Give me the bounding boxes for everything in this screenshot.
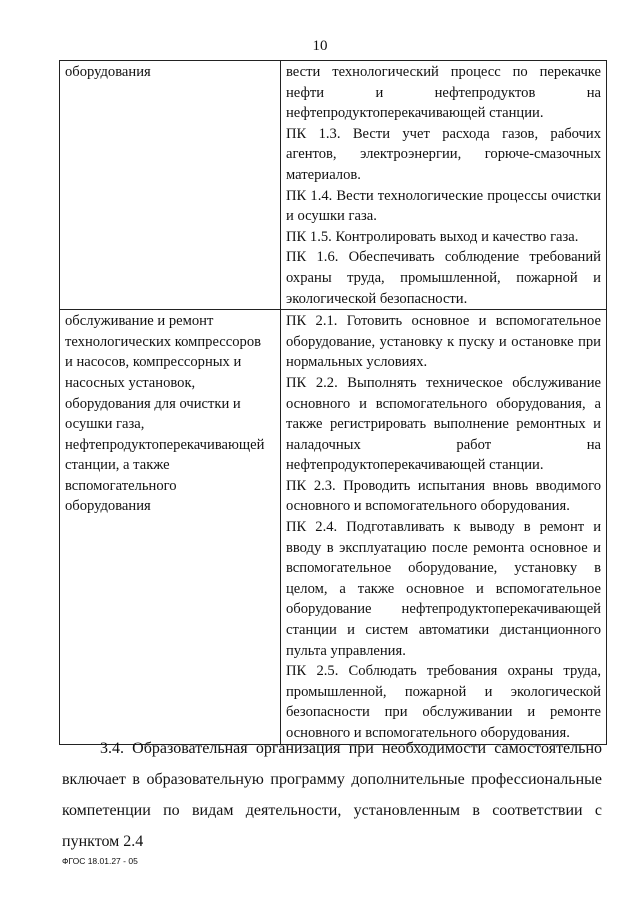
table-row	[60, 310, 607, 744]
table-row	[60, 61, 607, 310]
activity-line: и насосов, компрессорных и	[65, 354, 242, 371]
competency-paragraph: ПК 2.3. Проводить испытания вновь вводимого основного и вспомогательного оборудования.	[286, 477, 601, 515]
activity-line: осушки газа,	[65, 416, 145, 433]
activity-line: станции, а также	[65, 457, 170, 474]
competency-cell	[281, 310, 607, 744]
competency-paragraph: ПК 1.6. Обеспечивать соблюдение требований охраны труда, промышленной, пожарной и экологической безопасности.	[286, 249, 601, 307]
competency-paragraph: ПК 2.5. Соблюдать требования охраны труда, промышленной, пожарной и экологической безопасности при обслуживании и ремонте основного и вспомогательного оборудования.	[286, 663, 601, 741]
competency-paragraph: ПК 2.1. Готовить основное и вспомогательное оборудование, установку к пуску и остановке при нормальных условиях.	[286, 313, 601, 371]
body-paragraph: 3.4. Образовательная организация при необходимости самостоятельно включает в образовательную программу дополнительные профессиональные компетенции по видам деятельности, установленным в соответствии с пунктом 2.4	[62, 740, 602, 850]
competency-paragraph: ПК 2.4. Подготавливать к выводу в ремонт и вводу в эксплуатацию после ремонта основное и вспомогательное оборудование, установку в целом, а также основное и вспомогательное оборудование нефтепродуктоперекачивающей станции и систем автоматики дистанционного пульта управления.	[286, 519, 601, 659]
activity-cell	[60, 310, 281, 744]
activity-line: нефтепродуктоперекачивающей	[65, 436, 265, 453]
activity-line: вспомогательного	[65, 477, 177, 494]
activity-line: оборудования	[65, 498, 151, 515]
activity-line: оборудования для очистки и	[65, 395, 241, 412]
competency-cell	[281, 61, 607, 310]
activity-line: насосных установок,	[65, 374, 196, 391]
competency-paragraph: ПК 2.2. Выполнять техническое обслуживание основного и вспомогательного оборудования, а также регистрировать выполнение ремонтных и наладочных работ на нефтепродуктоперекачивающей станции.	[286, 374, 601, 474]
competency-paragraph: вести технологический процесс по перекачке нефти и нефтепродуктов на нефтепродуктоперекачивающей станции.	[286, 64, 601, 122]
footer-code: ФГОС 18.01.27 - 05	[62, 856, 138, 866]
activity-line: обслуживание и ремонт	[65, 313, 214, 330]
competency-paragraph: ПК 1.3. Вести учет расхода газов, рабочих агентов, электроэнергии, горюче-смазочных материалов.	[286, 125, 601, 183]
competencies-table	[59, 60, 607, 745]
competency-paragraph: ПК 1.4. Вести технологические процессы очистки и осушки газа.	[286, 187, 601, 225]
competency-paragraph: ПК 1.5. Контролировать выход и качество газа.	[286, 228, 579, 245]
activity-line: технологических компрессоров	[65, 333, 262, 350]
page-number: 10	[312, 38, 328, 54]
activity-cell	[60, 61, 281, 310]
activity-line: оборудования	[65, 64, 151, 80]
